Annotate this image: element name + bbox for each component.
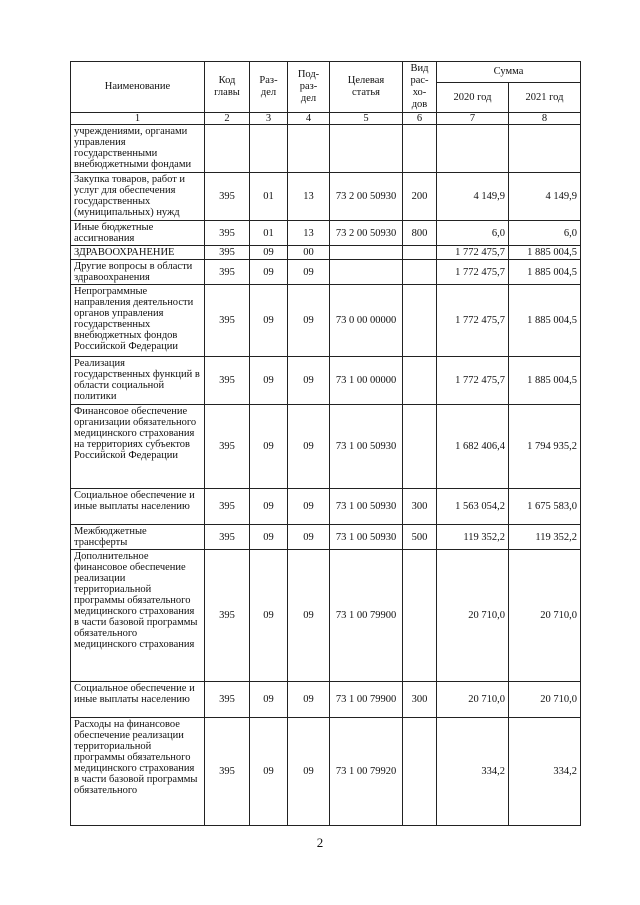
row-chapter-code bbox=[205, 125, 250, 173]
page-number: 2 bbox=[316, 835, 324, 850]
row-section: 09 bbox=[250, 718, 288, 826]
row-sum-2021: 4 149,9 bbox=[509, 173, 581, 221]
row-chapter-code: 395 bbox=[205, 682, 250, 718]
row-sum-2020: 1 772 475,7 bbox=[437, 260, 509, 285]
table-row bbox=[71, 260, 581, 285]
row-subsection: 09 bbox=[288, 285, 330, 357]
row-sum-2021: 20 710,0 bbox=[509, 550, 581, 682]
row-subsection: 09 bbox=[288, 550, 330, 682]
table-row bbox=[71, 718, 581, 826]
table-row bbox=[71, 173, 581, 221]
table-row bbox=[71, 125, 581, 173]
row-section: 01 bbox=[250, 173, 288, 221]
row-chapter-code: 395 bbox=[205, 525, 250, 550]
row-sum-2020: 1 682 406,4 bbox=[437, 405, 509, 489]
header-subsection: Под- раз- дел bbox=[288, 62, 330, 113]
header-target-article: Целевая статья bbox=[330, 62, 403, 113]
row-name: Непрограммные направления деятельности органов управления государственных внебюджетных фондов Российской Федерации bbox=[71, 285, 205, 357]
row-sum-2020: 1 772 475,7 bbox=[437, 357, 509, 405]
row-section: 01 bbox=[250, 221, 288, 246]
row-expense-type: 500 bbox=[403, 525, 437, 550]
row-subsection: 13 bbox=[288, 173, 330, 221]
row-chapter-code: 395 bbox=[205, 718, 250, 826]
row-expense-type bbox=[403, 260, 437, 285]
row-sum-2021: 334,2 bbox=[509, 718, 581, 826]
row-subsection: 13 bbox=[288, 221, 330, 246]
row-section: 09 bbox=[250, 285, 288, 357]
column-number: 6 bbox=[403, 113, 437, 125]
row-expense-type: 300 bbox=[403, 682, 437, 718]
row-sum-2021: 1 675 583,0 bbox=[509, 489, 581, 525]
row-subsection: 09 bbox=[288, 489, 330, 525]
row-sum-2021: 20 710,0 bbox=[509, 682, 581, 718]
row-name: Закупка товаров, работ и услуг для обеспечения государственных (муниципальных) нужд bbox=[71, 173, 205, 221]
table-row bbox=[71, 357, 581, 405]
row-target-article: 73 1 00 00000 bbox=[330, 357, 403, 405]
row-target-article: 73 1 00 50930 bbox=[330, 525, 403, 550]
row-target-article: 73 1 00 79900 bbox=[330, 550, 403, 682]
row-chapter-code: 395 bbox=[205, 246, 250, 260]
row-name: Другие вопросы в области здравоохранения bbox=[71, 260, 205, 285]
row-section: 09 bbox=[250, 550, 288, 682]
table-row bbox=[71, 525, 581, 550]
column-number: 4 bbox=[288, 113, 330, 125]
table-row bbox=[71, 405, 581, 489]
row-subsection: 09 bbox=[288, 525, 330, 550]
row-subsection: 09 bbox=[288, 718, 330, 826]
row-name: ЗДРАВООХРАНЕНИЕ bbox=[71, 246, 205, 260]
row-sum-2021: 1 885 004,5 bbox=[509, 260, 581, 285]
header-year-2020: 2020 год bbox=[437, 83, 509, 113]
row-sum-2020: 4 149,9 bbox=[437, 173, 509, 221]
header-section: Раз- дел bbox=[250, 62, 288, 113]
row-sum-2021: 1 885 004,5 bbox=[509, 357, 581, 405]
row-subsection: 09 bbox=[288, 357, 330, 405]
row-name: Расходы на финансовое обеспечение реализации территориальной программы обязательного медицинского страхования в части базовой программы обязательного bbox=[71, 718, 205, 826]
row-target-article: 73 1 00 50930 bbox=[330, 405, 403, 489]
row-section: 09 bbox=[250, 405, 288, 489]
column-number: 8 bbox=[509, 113, 581, 125]
row-sum-2021: 119 352,2 bbox=[509, 525, 581, 550]
row-target-article: 73 2 00 50930 bbox=[330, 173, 403, 221]
table-row bbox=[71, 489, 581, 525]
row-target-article bbox=[330, 125, 403, 173]
table-row bbox=[71, 221, 581, 246]
row-section: 09 bbox=[250, 260, 288, 285]
row-sum-2021: 1 885 004,5 bbox=[509, 285, 581, 357]
row-sum-2020: 1 772 475,7 bbox=[437, 246, 509, 260]
row-sum-2021: 6,0 bbox=[509, 221, 581, 246]
row-expense-type: 200 bbox=[403, 173, 437, 221]
row-subsection: 00 bbox=[288, 246, 330, 260]
row-sum-2020: 1 772 475,7 bbox=[437, 285, 509, 357]
row-name: Финансовое обеспечение организации обязательного медицинского страхования на территориях субъектов Российской Федерации bbox=[71, 405, 205, 489]
row-sum-2020: 6,0 bbox=[437, 221, 509, 246]
row-chapter-code: 395 bbox=[205, 357, 250, 405]
row-target-article: 73 1 00 79900 bbox=[330, 682, 403, 718]
row-sum-2020: 334,2 bbox=[437, 718, 509, 826]
row-expense-type bbox=[403, 285, 437, 357]
column-number: 3 bbox=[250, 113, 288, 125]
row-chapter-code: 395 bbox=[205, 260, 250, 285]
row-expense-type bbox=[403, 125, 437, 173]
row-section bbox=[250, 125, 288, 173]
row-chapter-code: 395 bbox=[205, 550, 250, 682]
row-target-article: 73 0 00 00000 bbox=[330, 285, 403, 357]
header-name: Наименование bbox=[71, 62, 205, 113]
column-number: 1 bbox=[71, 113, 205, 125]
row-sum-2021: 1 794 935,2 bbox=[509, 405, 581, 489]
row-sum-2021: 1 885 004,5 bbox=[509, 246, 581, 260]
row-target-article bbox=[330, 260, 403, 285]
column-number: 7 bbox=[437, 113, 509, 125]
row-subsection: 09 bbox=[288, 405, 330, 489]
row-target-article: 73 1 00 50930 bbox=[330, 489, 403, 525]
row-target-article: 73 2 00 50930 bbox=[330, 221, 403, 246]
row-expense-type bbox=[403, 718, 437, 826]
row-expense-type bbox=[403, 405, 437, 489]
row-target-article bbox=[330, 246, 403, 260]
row-expense-type: 800 bbox=[403, 221, 437, 246]
row-name: Социальное обеспечение и иные выплаты населению bbox=[71, 682, 205, 718]
row-section: 09 bbox=[250, 682, 288, 718]
row-section: 09 bbox=[250, 489, 288, 525]
row-chapter-code: 395 bbox=[205, 489, 250, 525]
row-name: Межбюджетные трансферты bbox=[71, 525, 205, 550]
row-chapter-code: 395 bbox=[205, 221, 250, 246]
row-chapter-code: 395 bbox=[205, 285, 250, 357]
table-row bbox=[71, 246, 581, 260]
row-subsection bbox=[288, 125, 330, 173]
row-target-article: 73 1 00 79920 bbox=[330, 718, 403, 826]
row-expense-type bbox=[403, 357, 437, 405]
row-sum-2020: 1 563 054,2 bbox=[437, 489, 509, 525]
row-section: 09 bbox=[250, 525, 288, 550]
row-sum-2020: 20 710,0 bbox=[437, 550, 509, 682]
header-sum: Сумма bbox=[437, 62, 581, 83]
row-expense-type bbox=[403, 246, 437, 260]
header-chapter-code: Код главы bbox=[205, 62, 250, 113]
header-year-2021: 2021 год bbox=[509, 83, 581, 113]
row-name: Дополнительное финансовое обеспечение реализации территориальной программы обязательного медицинского страхования в части базовой программы обязательного медицинского страхования bbox=[71, 550, 205, 682]
row-section: 09 bbox=[250, 357, 288, 405]
row-expense-type: 300 bbox=[403, 489, 437, 525]
row-name: Социальное обеспечение и иные выплаты населению bbox=[71, 489, 205, 525]
budget-table bbox=[70, 61, 581, 826]
row-sum-2020: 20 710,0 bbox=[437, 682, 509, 718]
column-number-row bbox=[71, 113, 581, 125]
row-sum-2020: 119 352,2 bbox=[437, 525, 509, 550]
table-row bbox=[71, 682, 581, 718]
row-expense-type bbox=[403, 550, 437, 682]
row-name: Реализация государственных функций в области социальной политики bbox=[71, 357, 205, 405]
column-number: 2 bbox=[205, 113, 250, 125]
table-row bbox=[71, 550, 581, 682]
row-name: Иные бюджетные ассигнования bbox=[71, 221, 205, 246]
row-sum-2021 bbox=[509, 125, 581, 173]
header-expense-type: Вид рас- хо- дов bbox=[403, 62, 437, 113]
row-chapter-code: 395 bbox=[205, 173, 250, 221]
table-row bbox=[71, 285, 581, 357]
column-number: 5 bbox=[330, 113, 403, 125]
row-subsection: 09 bbox=[288, 260, 330, 285]
row-chapter-code: 395 bbox=[205, 405, 250, 489]
row-sum-2020 bbox=[437, 125, 509, 173]
row-subsection: 09 bbox=[288, 682, 330, 718]
row-name: учреждениями, органами управления государственными внебюджетными фондами bbox=[71, 125, 205, 173]
row-section: 09 bbox=[250, 246, 288, 260]
